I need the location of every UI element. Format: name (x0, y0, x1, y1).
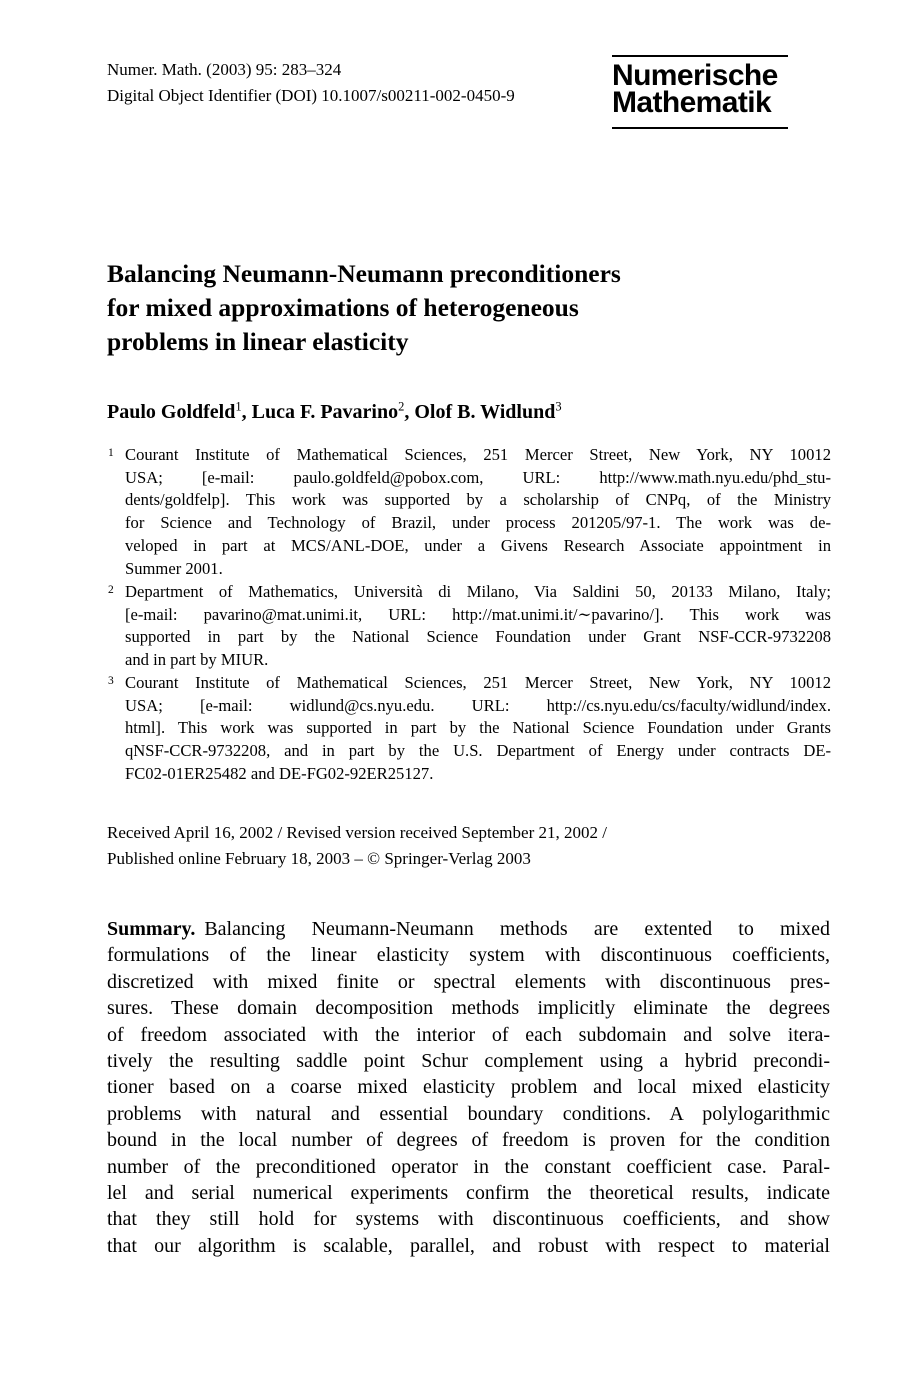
footnote-2-marker: 2 (108, 584, 114, 596)
text-line: Balancing Neumann-Neumann preconditioners (107, 259, 621, 288)
text-line: lel and serial numerical experiments confirm the theoretical results, indicate (107, 1182, 830, 1205)
text-line: number of the preconditioned operator in the constant coefficient case. Paral- (107, 1155, 830, 1178)
author-2-affiliation-mark: 2 (398, 399, 405, 413)
summary-first-line (107, 916, 830, 942)
author-1 (107, 401, 252, 423)
summary-label: Summary. (107, 918, 196, 940)
footnote-1-marker: 1 (108, 447, 114, 459)
logo-line-numerische: Numerische (612, 59, 778, 92)
logo-bottom-rule (612, 127, 788, 129)
text-line: Published online February 18, 2003 – © Springer-Verlag 2003 (107, 849, 531, 868)
text-line: and in part by MIUR. (125, 650, 269, 670)
text-line: [e-mail: pavarino@mat.unimi.it, URL: http://mat.unimi.it/∼pavarino/]. This work was (125, 604, 831, 624)
text-line: qNSF-CCR-9732208, and in part by the U.S. Department of Energy under contracts DE- (125, 741, 831, 761)
text-line: discretized with mixed finite or spectral elements with discontinuous pres- (107, 970, 830, 993)
text-line: supported in part by the National Science Foundation under Grant NSF-CCR-9732208 (125, 627, 831, 647)
summary-section (107, 916, 830, 1259)
text-line: veloped in part at MCS/ANL-DOE, under a Givens Research Associate appointment in (125, 535, 831, 555)
text-line: formulations of the linear elasticity system with discontinuous coefficients, (107, 944, 830, 967)
affiliation-footnote-1 (107, 444, 831, 580)
text-line: Received April 16, 2002 / Revised version received September 21, 2002 / (107, 823, 607, 842)
text-line: html]. This work was supported in part by the National Science Foundation under Grants (125, 718, 831, 738)
author-2 (252, 401, 415, 423)
article-title (107, 257, 831, 359)
received-dates (107, 820, 831, 872)
text-line: Courant Institute of Mathematical Sciences, 251 Mercer Street, New York, NY 10012 (125, 445, 831, 464)
author-2-name: Luca F. Pavarino (251, 400, 399, 423)
author-3 (414, 401, 561, 423)
text-line: problems with natural and essential boundary conditions. A polylogarithmic (107, 1102, 830, 1125)
text-line: USA; [e-mail: widlund@cs.nyu.edu. URL: http://cs.nyu.edu/cs/faculty/widlund/index. (125, 695, 831, 715)
author-line (107, 399, 831, 424)
author-3-affiliation-mark: 3 (555, 399, 562, 413)
journal-doi: Digital Object Identifier (DOI) 10.1007/s00211-002-0450-9 (107, 85, 515, 105)
text-line: Summer 2001. (125, 558, 223, 578)
journal-citation: Numer. Math. (2003) 95: 283–324 (107, 60, 342, 79)
text-line: that they still hold for systems with discontinuous coefficients, and show (107, 1208, 830, 1231)
text-line: tioner based on a coarse mixed elasticity problem and local mixed elasticity (107, 1076, 830, 1099)
text-line: USA; [e-mail: paulo.goldfeld@pobox.com, URL: http://www.math.nyu.edu/phd_stu- (125, 467, 831, 487)
text-line: bound in the local number of degrees of freedom is proven for the condition (107, 1129, 830, 1152)
author-1-name: Paulo Goldfeld (107, 400, 236, 423)
footnote-2-text (125, 581, 831, 672)
logo-line-mathematik: Mathematik (612, 86, 772, 119)
footnote-3-text (125, 672, 831, 786)
author-1-affiliation-mark: 1 (235, 399, 242, 413)
author-separator: , (404, 400, 415, 423)
summary-first-line-text: Balancing Neumann-Neumann methods are extented to mixed (204, 918, 830, 940)
text-line: that our algorithm is scalable, parallel, and robust with respect to material (107, 1234, 830, 1257)
text-line: of freedom associated with the interior of each subdomain and solve itera- (107, 1023, 830, 1046)
logo-wordmark (612, 57, 788, 127)
text-line: Courant Institute of Mathematical Sciences, 251 Mercer Street, New York, NY 10012 (125, 673, 831, 692)
footnote-3-marker: 3 (108, 675, 114, 687)
journal-logo (612, 55, 788, 129)
text-line: dents/goldfelp]. This work was supported by a scholarship of CNPq, of the Ministry (125, 490, 831, 510)
text-line: tively the resulting saddle point Schur complement using a hybrid precondi- (107, 1050, 830, 1073)
text-line: FC02-01ER25482 and DE-FG02-92ER25127. (125, 763, 434, 783)
text-line: sures. These domain decomposition methods implicitly eliminate the degrees (107, 997, 830, 1020)
text-line: Department of Mathematics, Università di Milano, Via Saldini 50, 20133 Milano, Italy; (125, 582, 831, 601)
text-line: for mixed approximations of heterogeneous (107, 293, 579, 322)
summary-body (107, 942, 830, 1259)
text-line: for Science and Technology of Brazil, under process 201205/97-1. The work was de- (125, 513, 831, 533)
author-3-name: Olof B. Widlund (414, 400, 556, 423)
journal-header (107, 57, 515, 108)
text-line: problems in linear elasticity (107, 327, 409, 356)
author-separator: , (241, 400, 252, 423)
affiliation-footnote-2 (107, 581, 831, 672)
affiliation-footnote-3 (107, 672, 831, 786)
footnote-1-text (125, 444, 831, 580)
